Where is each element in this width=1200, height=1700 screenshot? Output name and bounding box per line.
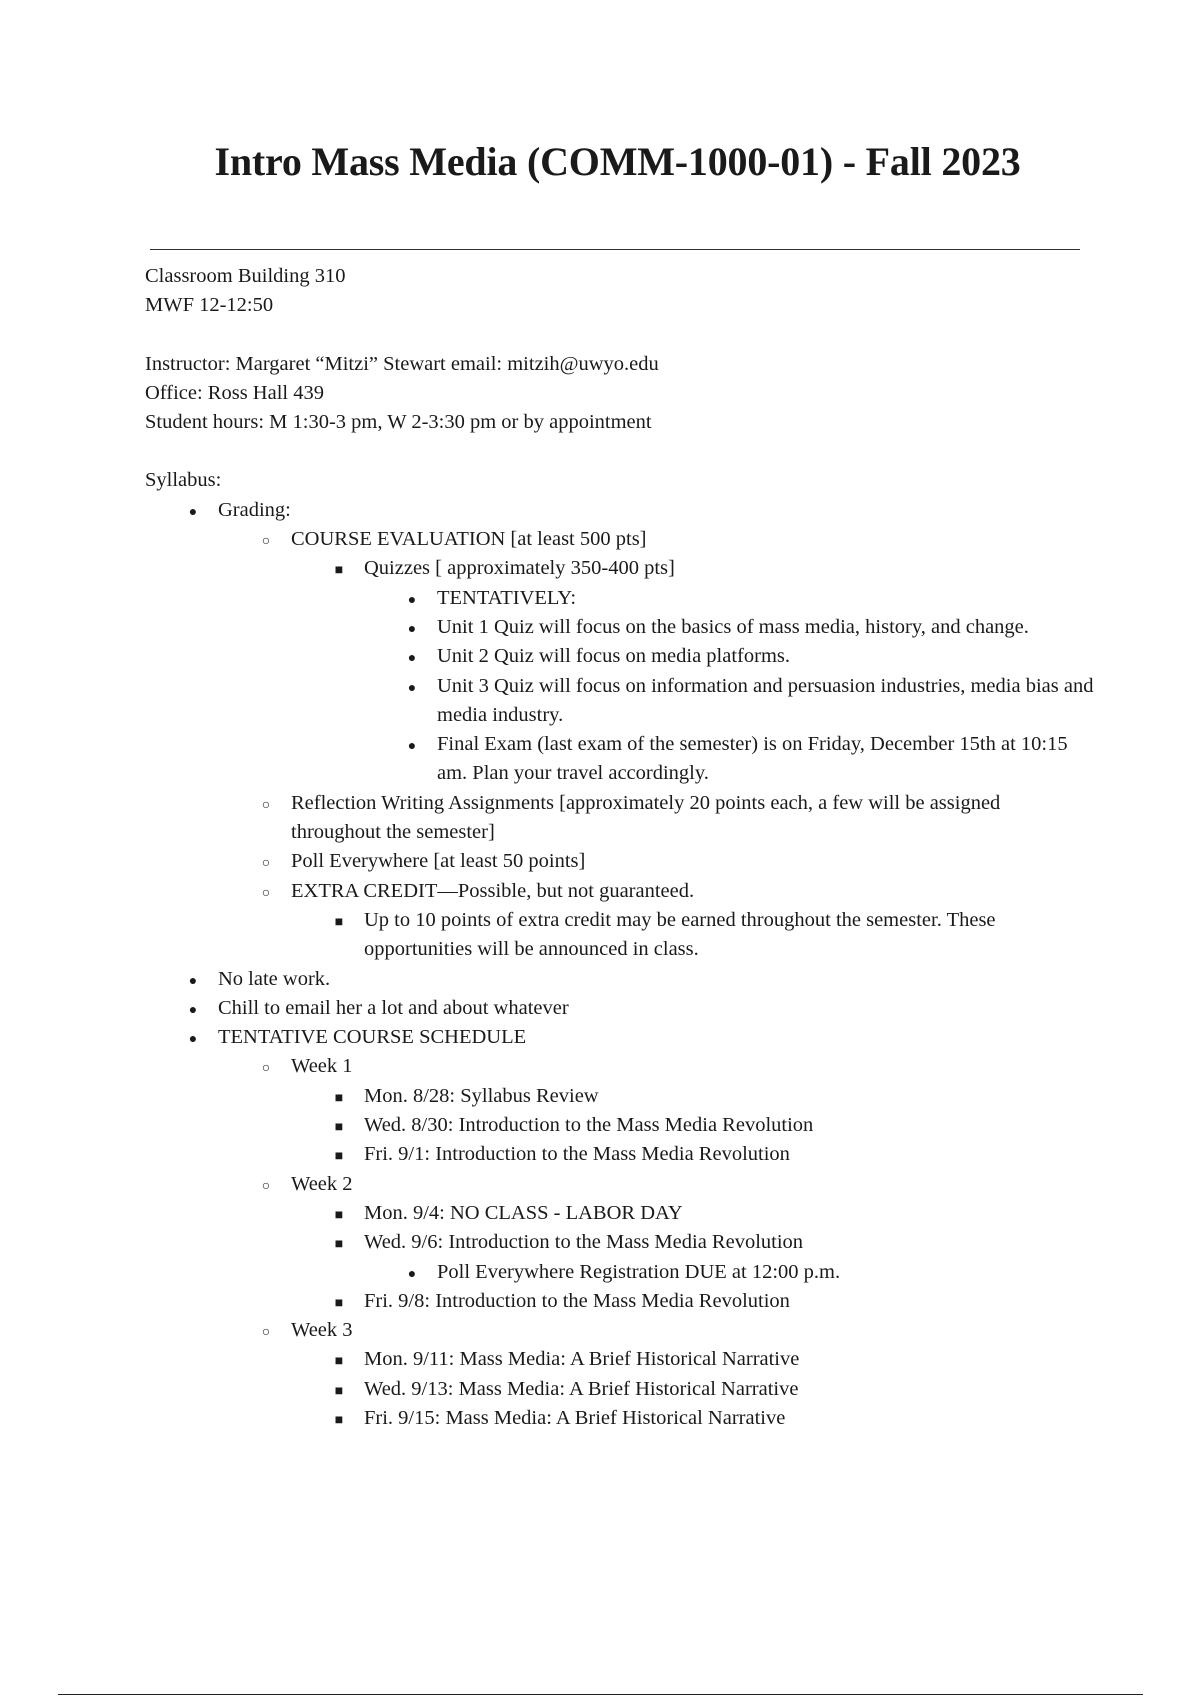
square-bullet-icon [329, 1375, 349, 1406]
list-item: ● Unit 3 Quiz will focus on information and persuasion industries, media bias and media industry. [364, 672, 1095, 731]
week-1-label: Week 1 [291, 1055, 353, 1078]
quiz-items-list [364, 584, 1095, 789]
class-location: Classroom Building 310 [145, 265, 346, 287]
square-bullet-icon [329, 906, 349, 937]
list-item: ● Unit 2 Quiz will focus on media platforms. [364, 642, 1095, 671]
list-item [291, 906, 1095, 965]
bullet-icon [183, 994, 203, 1025]
email-note: Chill to email her a lot and about whatever [218, 996, 569, 1019]
bullet-icon [183, 1023, 203, 1054]
bullet-icon [402, 672, 422, 703]
list-item: ■ Wed. 8/30: Introduction to the Mass Media Revolution [291, 1111, 1095, 1140]
week-2-label: Week 2 [291, 1172, 353, 1195]
student-hours-line: Student hours: M 1:30-3 pm, W 2-3:30 pm or by appointment [145, 411, 652, 434]
list-item [218, 1170, 1095, 1199]
square-bullet-icon [329, 1287, 349, 1318]
list-item: ■ Wed. 9/13: Mass Media: A Brief Historical Narrative [291, 1375, 1095, 1404]
document-title: Intro Mass Media (COMM-1000-01) - Fall 2023 [214, 139, 1021, 184]
list-item [218, 877, 1095, 906]
bullet-icon [402, 613, 422, 644]
circle-bullet-icon [256, 789, 276, 820]
square-bullet-icon [329, 1199, 349, 1230]
list-item: ● Unit 1 Quiz will focus on the basics of mass media, history, and change. [364, 613, 1095, 642]
bullet-icon [402, 1258, 422, 1289]
week-3-label: Week 3 [291, 1319, 353, 1342]
circle-bullet-icon [256, 1316, 276, 1347]
list-item [145, 965, 1095, 994]
bullet-icon [402, 642, 422, 673]
grading-list [218, 525, 1095, 964]
list-item [364, 1258, 1095, 1287]
list-item: ■ Fri. 9/1: Introduction to the Mass Media Revolution [291, 1140, 1095, 1169]
list-item [218, 1052, 1095, 1081]
list-item: ■ Fri. 9/8: Introduction to the Mass Media Revolution [291, 1287, 1095, 1316]
document-body [145, 262, 1095, 1433]
poll-registration-note: Poll Everywhere Registration DUE at 12:00 p.m. [437, 1260, 841, 1283]
late-work-note: No late work. [218, 967, 331, 990]
circle-bullet-icon [256, 1170, 276, 1201]
quizzes-line: Quizzes [ approximately 350-400 pts] [364, 557, 675, 580]
class-time: MWF 12-12:50 [145, 294, 274, 317]
list-item: ■ Mon. 9/11: Mass Media: A Brief Historical Narrative [291, 1345, 1095, 1374]
title-divider [150, 249, 1080, 250]
list-item [218, 1316, 1095, 1345]
list-item [291, 554, 1095, 583]
list-item: ■ Mon. 8/28: Syllabus Review [291, 1082, 1095, 1111]
extra-credit-line: EXTRA CREDIT—Possible, but not guaranteed. [291, 879, 695, 902]
square-bullet-icon [329, 1345, 349, 1376]
syllabus-label: Syllabus: [145, 469, 222, 492]
list-item [145, 994, 1095, 1023]
office-line: Office: Ross Hall 439 [145, 381, 324, 404]
page-bottom-divider [58, 1694, 1143, 1695]
list-item: ■ Mon. 9/4: NO CLASS - LABOR DAY [291, 1199, 1095, 1228]
course-evaluation: COURSE EVALUATION [at least 500 pts] [291, 528, 647, 551]
square-bullet-icon [329, 554, 349, 585]
square-bullet-icon [329, 1140, 349, 1171]
list-item [145, 1023, 1095, 1052]
schedule-heading: TENTATIVE COURSE SCHEDULE [218, 1026, 527, 1049]
list-item: ■ Wed. 9/6: Introduction to the Mass Media Revolution [291, 1228, 1095, 1257]
circle-bullet-icon [256, 1052, 276, 1083]
circle-bullet-icon [256, 847, 276, 878]
square-bullet-icon [329, 1082, 349, 1113]
circle-bullet-icon [256, 525, 276, 556]
list-item: ■ Fri. 9/15: Mass Media: A Brief Historical Narrative [291, 1404, 1095, 1433]
list-item: ● Final Exam (last exam of the semester) is on Friday, December 15th at 10:15 am. Plan your travel accordingly. [364, 730, 1095, 789]
list-item [218, 525, 1095, 554]
schedule-list [218, 1052, 1095, 1433]
reflection-line: Reflection Writing Assignments [approximately 20 points each, a few will be assigned throughout the semester] [291, 791, 1001, 844]
list-item [218, 789, 1095, 848]
square-bullet-icon [329, 1111, 349, 1142]
bullet-icon [183, 965, 203, 996]
bullet-icon [402, 730, 422, 761]
instructor-line: Instructor: Margaret “Mitzi” Stewart email: mitzih@uwyo.edu [145, 352, 659, 375]
list-item [218, 847, 1095, 876]
square-bullet-icon [329, 1228, 349, 1259]
bullet-icon [183, 496, 203, 527]
bullet-icon [402, 584, 422, 615]
list-item [145, 496, 1095, 525]
syllabus-list [145, 496, 1095, 1434]
circle-bullet-icon [256, 877, 276, 908]
grading-label: Grading: [218, 498, 291, 521]
list-item: ● TENTATIVELY: [364, 584, 1095, 613]
square-bullet-icon [329, 1404, 349, 1435]
extra-credit-detail: Up to 10 points of extra credit may be earned throughout the semester. These opportunities will be announced in class. [364, 908, 996, 961]
poll-line: Poll Everywhere [at least 50 points] [291, 850, 586, 873]
